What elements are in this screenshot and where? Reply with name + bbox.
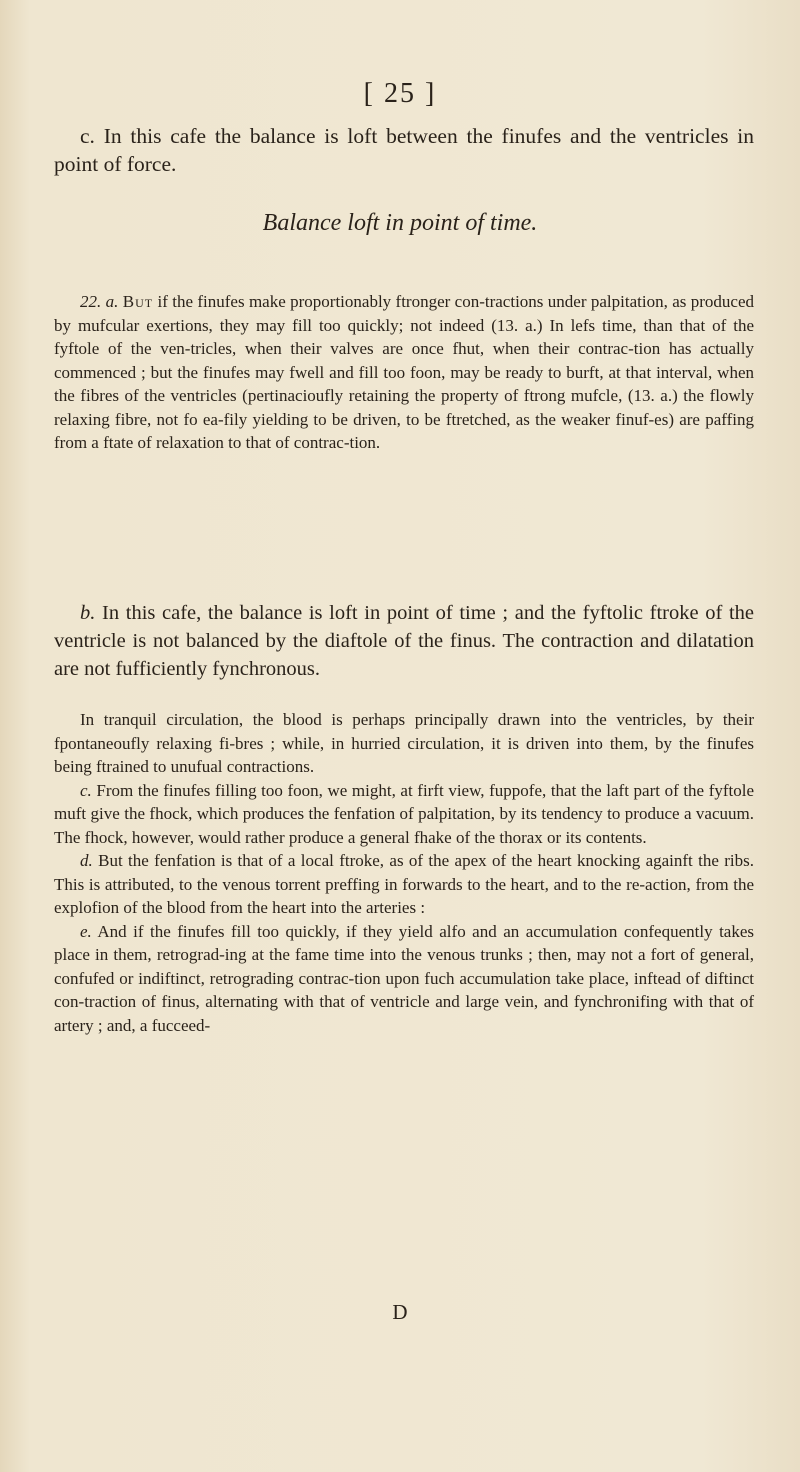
paragraph-lead-word: But <box>122 292 154 311</box>
section-heading: Balance loft in point of time. <box>262 210 538 236</box>
paragraph-text: And if the finufes fill too quickly, if they yield alfo and an accumulation confequently takes place in them, retrograd-ing at the fame time into the venous trunks ; then, may not a fort of general, confufed or indiftinct, retrograding contrac-tion upon fuch accumulation take place, inftead of diftinct con-traction of finus, alternating with that of ventricle and large vein, and fynchronifing with that of artery ; and, a fucceed- <box>54 921 754 1035</box>
paragraph-e <box>54 920 754 1038</box>
paragraph-b <box>54 599 754 683</box>
paragraph-label: d. <box>80 851 93 870</box>
paragraph-label: b. <box>80 602 96 624</box>
paragraph-text: c. In this cafe the balance is loft between the finufes and the ventricles in point of force. <box>54 124 754 176</box>
paragraph-text: In this cafe, the balance is loft in point of time ; and the fyftolic ftroke of the ventricle is not balanced by the diaftole of the finus. The contraction and dilatation are not fufficiently fynchronous. <box>54 602 755 680</box>
page-number: [ 25 ] <box>363 78 437 109</box>
paragraph-c-force <box>54 122 754 178</box>
paragraph-label: 22. a. <box>80 292 119 311</box>
paragraph-body <box>54 290 754 455</box>
paragraph-c2 <box>54 779 754 850</box>
paragraphs-remaining <box>54 708 754 1037</box>
paragraph-label: c. <box>80 780 92 800</box>
signature-mark: D <box>392 1300 408 1324</box>
paragraph-text: From the finufes filling too foon, we might, at firft view, fuppofe, that the laft part of the fyftole muft give the fhock, which produces the fenfation of palpitation, by its tendency to produce a vacuum. The fhock, however, would rather produce a general fhake of the thorax or its contents. <box>54 780 755 847</box>
paragraph-body <box>54 599 754 683</box>
paragraph-tranquil: In tranquil circulation, the blood is perhaps principally drawn into the ventricles, by their fpontaneoufly relaxing fi-bres ; while, in hurried circulation, it is driven into them, by the finufes being ftrained to unufual contractions. <box>54 710 754 776</box>
paragraph-text: But the fenfation is that of a local ftroke, as of the apex of the heart knocking againft the ribs. This is attributed, to the venous torrent preffing in forwards to the heart, and to the re-action, from the explofion of the blood from the heart into the arteries : <box>54 851 754 917</box>
paragraph-text: if the finufes make proportionably ftronger con-tractions under palpitation, as produced by mufcular exertions, they may fill too quickly; not indeed (13. a.) In lefs time, than that of the fyftole of the ven-tricles, when their valves are once fhut, when their contrac-tion has actually commenced ; but the finufes may fwell and fill too foon, may be ready to burft, at that interval, when the fibres of the ventricles (pertinacioufly retaining the property of ftrong mufcle, (13. a.) the flowly relaxing fibre, not fo ea-fily yielding to be driven, to be ftretched, as the weaker finuf-es) are paffing from a ftate of relaxation to that of contrac-tion. <box>54 292 754 452</box>
paragraph-d <box>54 849 754 920</box>
paragraph-label: e. <box>80 921 92 941</box>
paragraph-22a <box>54 290 754 455</box>
